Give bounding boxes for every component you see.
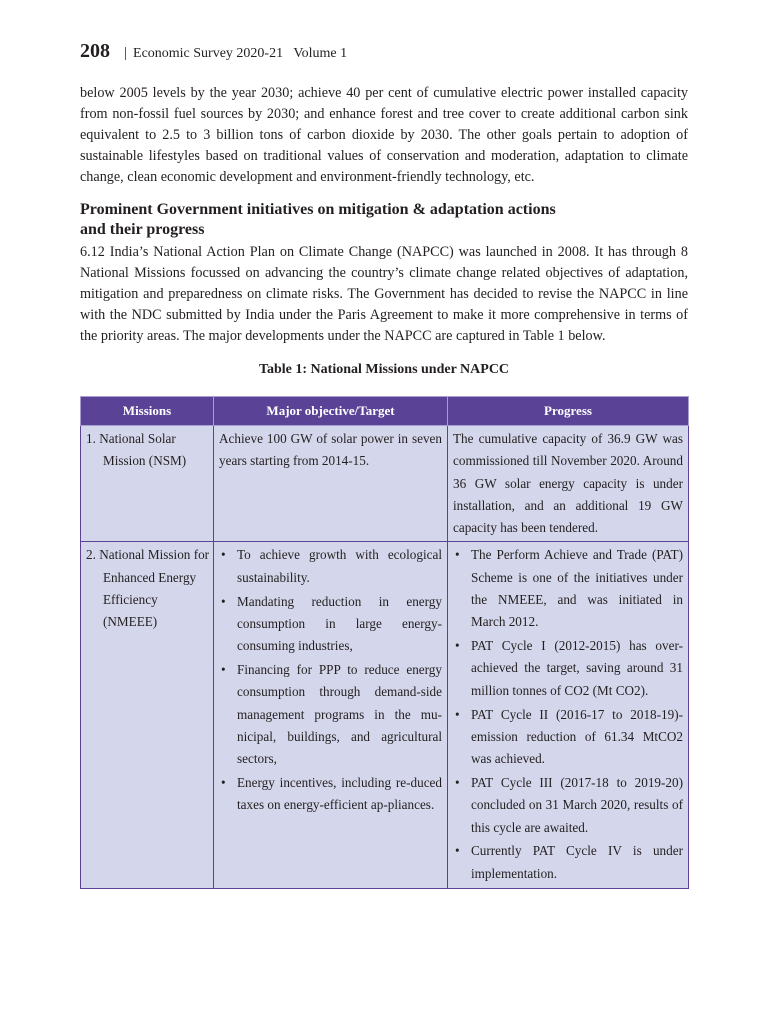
- objective-cell: Achieve 100 GW of solar power in seven years starting from 2014-15.: [214, 426, 448, 542]
- list-item: • The Perform Achieve and Trade (PAT) Scheme is one of the initiatives under the NMEEE, and was initiated in March 2012.: [453, 544, 683, 633]
- table-caption: Table 1: National Missions under NAPCC: [258, 362, 510, 377]
- intro-paragraph: below 2005 levels by the year 2030; achieve 40 per cent of cumulative electric power installed capacity from non-fossil fuel sources by 2030; and enhance forest and tree cover to create additional carbon sink equivalent to 2.5 to 3 billion tons of carbon dioxide by 2030. The other goals pertain to adoption of sustainable lifestyles based on traditional values of conservation and moderation, adaptation to climate change, clean economic development and environment-friendly technology, etc.: [80, 85, 688, 185]
- mission-name: 2. National Mission for Enhanced Energy Efficiency (NMEEE): [86, 547, 210, 630]
- column-header-progress: Progress: [448, 397, 689, 426]
- mission-name: 1. National Solar Mission (NSM): [86, 431, 187, 469]
- list-item: • Currently PAT Cycle IV is under implementation.: [453, 840, 683, 885]
- table-row-nsm: [81, 426, 689, 542]
- column-header-missions: Missions: [81, 397, 214, 426]
- running-title: Economic Survey 2020-21 Volume 1: [133, 46, 348, 61]
- table-row-nmeee: [81, 542, 689, 889]
- paragraph-6-12: 6.12 India’s National Action Plan on Climate Change (NAPCC) was launched in 2008. It has through 8 National Missions focussed on advancing the country’s climate change related objectives of adaptation, mitigation and preparedness on climate risks. The Government has decided to revise the NAPCC in line with the NDC submitted by India under the Paris Agreement to make it more comprehensive in terms of the priority areas. The major developments under the NAPCC are captured in Table 1 below.: [80, 244, 688, 344]
- list-item: • Energy incentives, including re-duced taxes on energy-efficient ap-pliances.: [219, 772, 442, 817]
- progress-cell: The cumulative capacity of 36.9 GW was commissioned till November 2020. Around 36 GW solar energy capacity is under installation, and an additional 19 GW capacity has been tendered.: [448, 426, 689, 542]
- page-header: [80, 40, 347, 66]
- progress-list: [453, 544, 683, 884]
- objective-cell: [214, 542, 448, 889]
- section-heading: Prominent Government initiatives on mitigation & adaptation actions and their progress: [80, 201, 556, 238]
- list-item: • Mandating reduction in energy consumption in large energy-consuming industries,: [219, 591, 442, 658]
- table-header-row: [81, 397, 689, 426]
- objective-list: [219, 544, 442, 816]
- list-item: • Financing for PPP to reduce energy consumption through demand-side management programs in the mu-nicipal, buildings, and agricultural sectors,: [219, 659, 442, 770]
- page-content: [80, 83, 688, 889]
- column-header-objective: Major objective/Target: [214, 397, 448, 426]
- mission-cell: [81, 542, 214, 889]
- list-item: • To achieve growth with ecological sustainability.: [219, 544, 442, 589]
- list-item: • PAT Cycle III (2017-18 to 2019-20) concluded on 31 March 2020, results of this cycle are awaited.: [453, 772, 683, 839]
- header-separator: |: [124, 45, 128, 61]
- list-item: • PAT Cycle II (2016-17 to 2018-19)-emission reduction of 61.34 MtCO2 was achieved.: [453, 704, 683, 771]
- mission-cell: [81, 426, 214, 542]
- missions-table: [80, 396, 689, 889]
- list-item: • PAT Cycle I (2012-2015) has over-achieved the target, saving around 31 million tonnes of CO2 (Mt CO2).: [453, 635, 683, 702]
- page-number: 208: [80, 40, 110, 62]
- progress-cell: [448, 542, 689, 889]
